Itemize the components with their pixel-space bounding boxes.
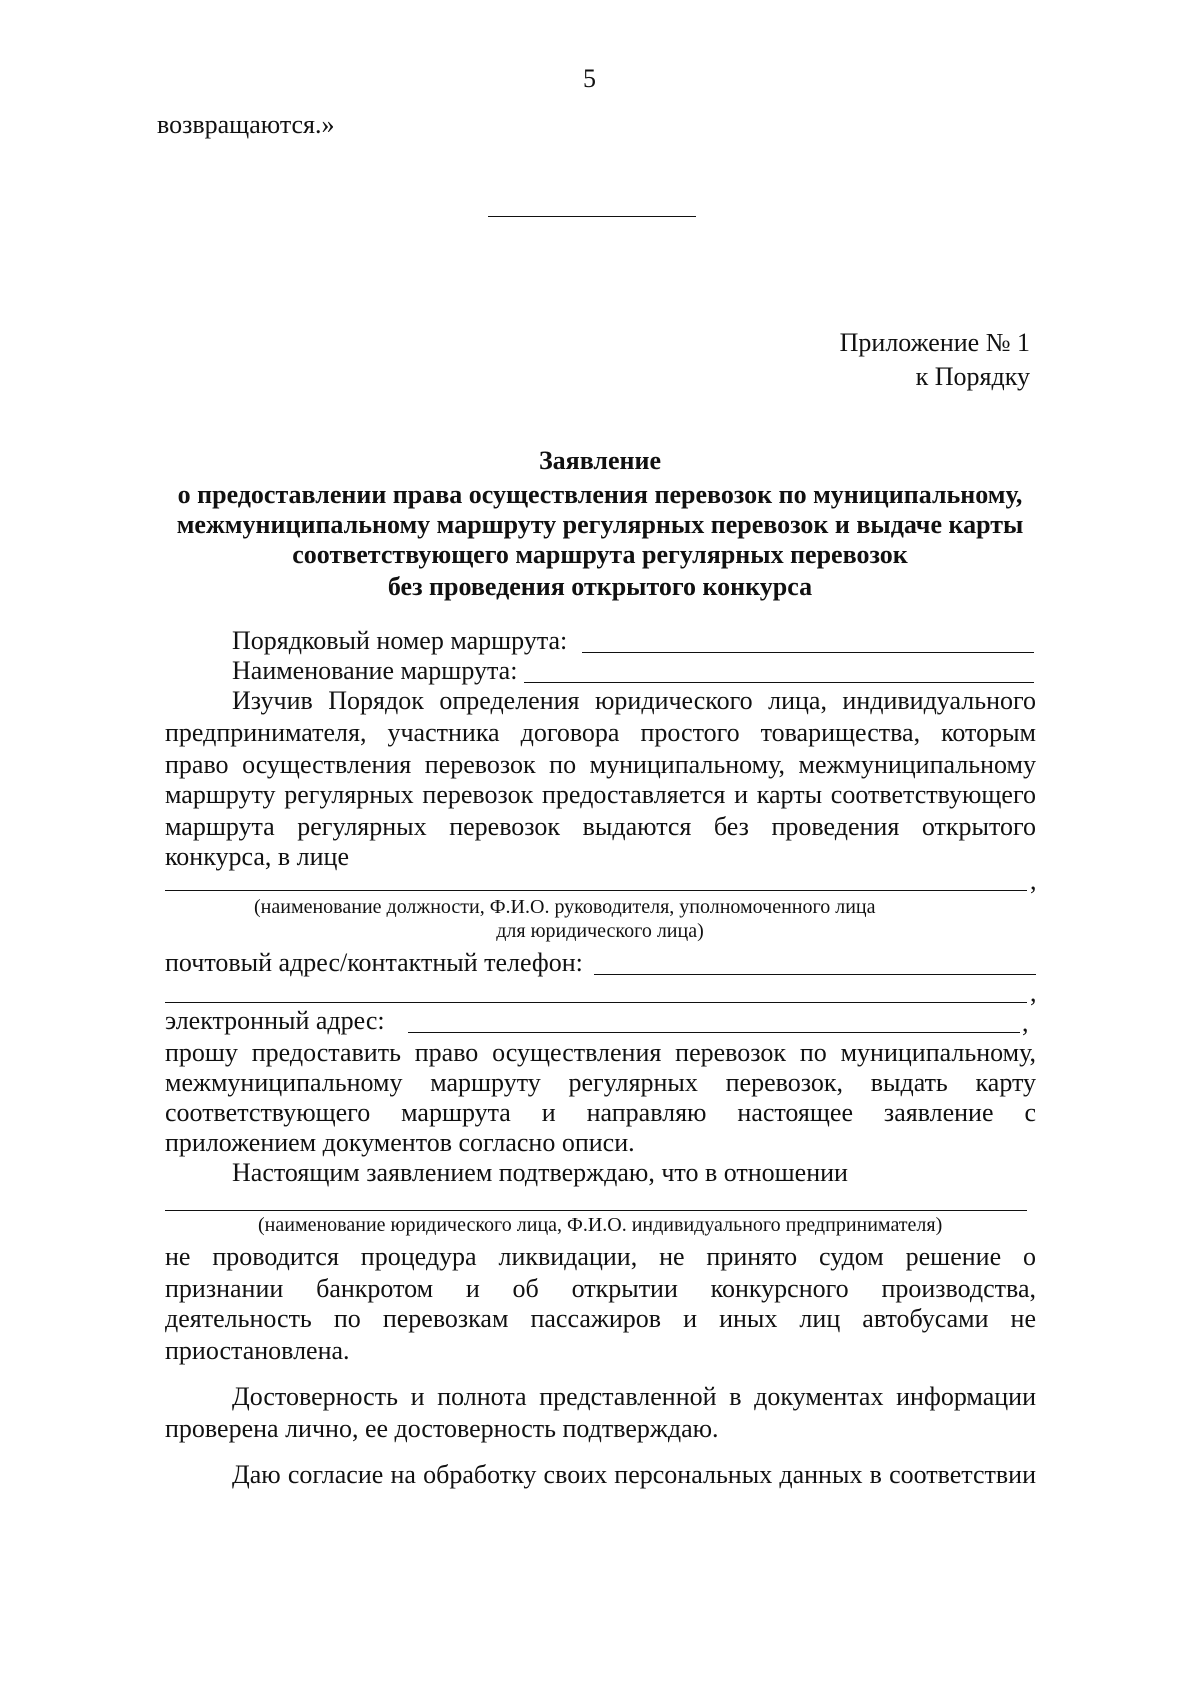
para2-line-1: прошу предоставить право осуществления перевозок по муниципальному, xyxy=(165,1038,1036,1067)
postal-address-field-continued[interactable] xyxy=(165,1002,1027,1003)
document-title-line-1: о предоставлении права осуществления перевозок по муниципальному, xyxy=(177,480,1023,509)
document-title-line-3: соответствующего маршрута регулярных перевозок xyxy=(292,540,908,569)
lead-fragment: возвращаются.» xyxy=(157,110,335,139)
route-name-label: Наименование маршрута: xyxy=(232,656,518,685)
para3-line-1: не проводится процедура ликвидации, не принято судом решение о xyxy=(165,1242,1036,1271)
email-comma: , xyxy=(1022,1008,1029,1037)
para2-line-4: приложением документов согласно описи. xyxy=(165,1128,635,1157)
email-label: электронный адрес: xyxy=(165,1006,385,1035)
caption-representative-line-2: для юридического лица) xyxy=(496,920,704,942)
para1-line-1: Изучив Порядок определения юридического лица, индивидуального xyxy=(232,686,1036,715)
para2-line-3: соответствующего маршрута и направляю настоящее заявление с xyxy=(165,1098,1036,1127)
postal-address-field[interactable] xyxy=(594,974,1036,975)
para4-line-1: Достоверность и полнота представленной в документах информации xyxy=(232,1382,1036,1411)
caption-entity: (наименование юридического лица, Ф.И.О. индивидуального предпринимателя) xyxy=(258,1214,943,1236)
para3-line-3: деятельность по перевозкам пассажиров и иных лиц автобусами не xyxy=(165,1304,1036,1333)
para2-line-2: межмуниципальному маршруту регулярных перевозок, выдать карту xyxy=(165,1068,1036,1097)
para3-intro: Настоящим заявлением подтверждаю, что в отношении xyxy=(232,1158,848,1187)
section-separator xyxy=(488,216,696,217)
document-title-line-2: межмуниципальному маршруту регулярных перевозок и выдаче карты xyxy=(176,510,1024,539)
appendix-reference: к Порядку xyxy=(915,362,1030,391)
postal-address-comma: , xyxy=(1030,978,1037,1007)
page-number: 5 xyxy=(583,64,596,93)
entity-name-field[interactable] xyxy=(165,1210,1027,1211)
representative-field[interactable] xyxy=(165,890,1027,891)
route-name-field[interactable] xyxy=(524,682,1034,683)
representative-comma: , xyxy=(1030,866,1037,895)
para1-line-3: право осуществления перевозок по муниципальному, межмуниципальному xyxy=(165,750,1036,779)
para3-line-4: приостановлена. xyxy=(165,1336,350,1365)
para5-line-1: Даю согласие на обработку своих персональных данных в соответствии xyxy=(232,1460,1036,1489)
para3-line-2: признании банкротом и об открытии конкурсного производства, xyxy=(165,1274,1036,1303)
appendix-number: Приложение № 1 xyxy=(839,328,1030,357)
route-number-label: Порядковый номер маршрута: xyxy=(232,626,568,655)
email-field[interactable] xyxy=(408,1032,1020,1033)
para1-line-6: конкурса, в лице xyxy=(165,842,350,871)
postal-address-label: почтовый адрес/контактный телефон: xyxy=(165,948,583,977)
para1-line-5: маршрута регулярных перевозок выдаются без проведения открытого xyxy=(165,812,1036,841)
route-number-field[interactable] xyxy=(582,652,1034,653)
para1-line-2: предпринимателя, участника договора простого товарищества, которым xyxy=(165,718,1036,747)
document-title-line-4: без проведения открытого конкурса xyxy=(387,572,813,601)
document-heading: Заявление xyxy=(538,446,662,475)
para1-line-4: маршруту регулярных перевозок предоставляется и карты соответствующего xyxy=(165,780,1036,809)
caption-representative-line-1: (наименование должности, Ф.И.О. руководителя, уполномоченного лица xyxy=(254,896,876,918)
para4-line-2: проверена лично, ее достоверность подтверждаю. xyxy=(165,1414,719,1443)
